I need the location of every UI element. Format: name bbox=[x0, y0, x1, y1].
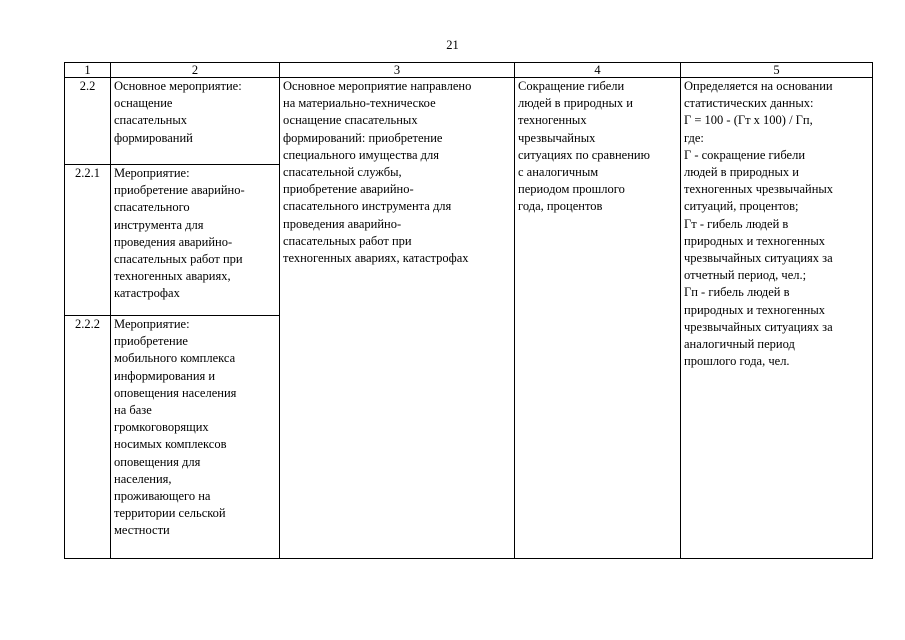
measure-description: Основное мероприятие направлено на материально-техническое оснащение спасательных формирований: приобретение специального имущества для спасательной службы, приобретение аварийно- спасательного инструмента для проведения аварийно- спасательных работ при техногенных авариях, катастрофах bbox=[280, 78, 515, 559]
table-row bbox=[65, 78, 873, 165]
row-number: 2.2 bbox=[65, 78, 111, 165]
indicator-name: Сокращение гибели людей в природных и техногенных чрезвычайных ситуациях по сравнению с аналогичным периодом прошлого года, процентов bbox=[515, 78, 681, 559]
column-number-1: 1 bbox=[65, 63, 111, 78]
measure-name: Мероприятие: приобретение аварийно- спасательного инструмента для проведения аварийно- спасательных работ при техногенных авариях, катастрофах bbox=[111, 165, 280, 316]
program-table bbox=[64, 62, 873, 559]
page-number: 21 bbox=[446, 38, 459, 52]
column-number-3: 3 bbox=[280, 63, 515, 78]
column-number-5: 5 bbox=[681, 63, 873, 78]
column-number-4: 4 bbox=[515, 63, 681, 78]
column-number-2: 2 bbox=[111, 63, 280, 78]
measure-name: Мероприятие: приобретение мобильного комплекса информирования и оповещения населения на базе громкоговорящих носимых комплексов оповещения для населения, проживающего на территории сельской местности bbox=[111, 316, 280, 559]
row-number: 2.2.1 bbox=[65, 165, 111, 316]
measure-name: Основное мероприятие: оснащение спасательных формирований bbox=[111, 78, 280, 165]
table-header-row bbox=[65, 63, 873, 78]
calculation-method: Определяется на основании статистических данных: Г = 100 - (Гт x 100) / Гп, где: Г - сокращение гибели людей в природных и техногенных чрезвычайных ситуаций, процентов; Гт - гибель людей в природных и техногенных чрезвычайных ситуациях за отчетный период, чел.; Гп - гибель людей в природных и техногенных чрезвычайных ситуациях за аналогичный период прошлого года, чел. bbox=[681, 78, 873, 559]
row-number: 2.2.2 bbox=[65, 316, 111, 559]
